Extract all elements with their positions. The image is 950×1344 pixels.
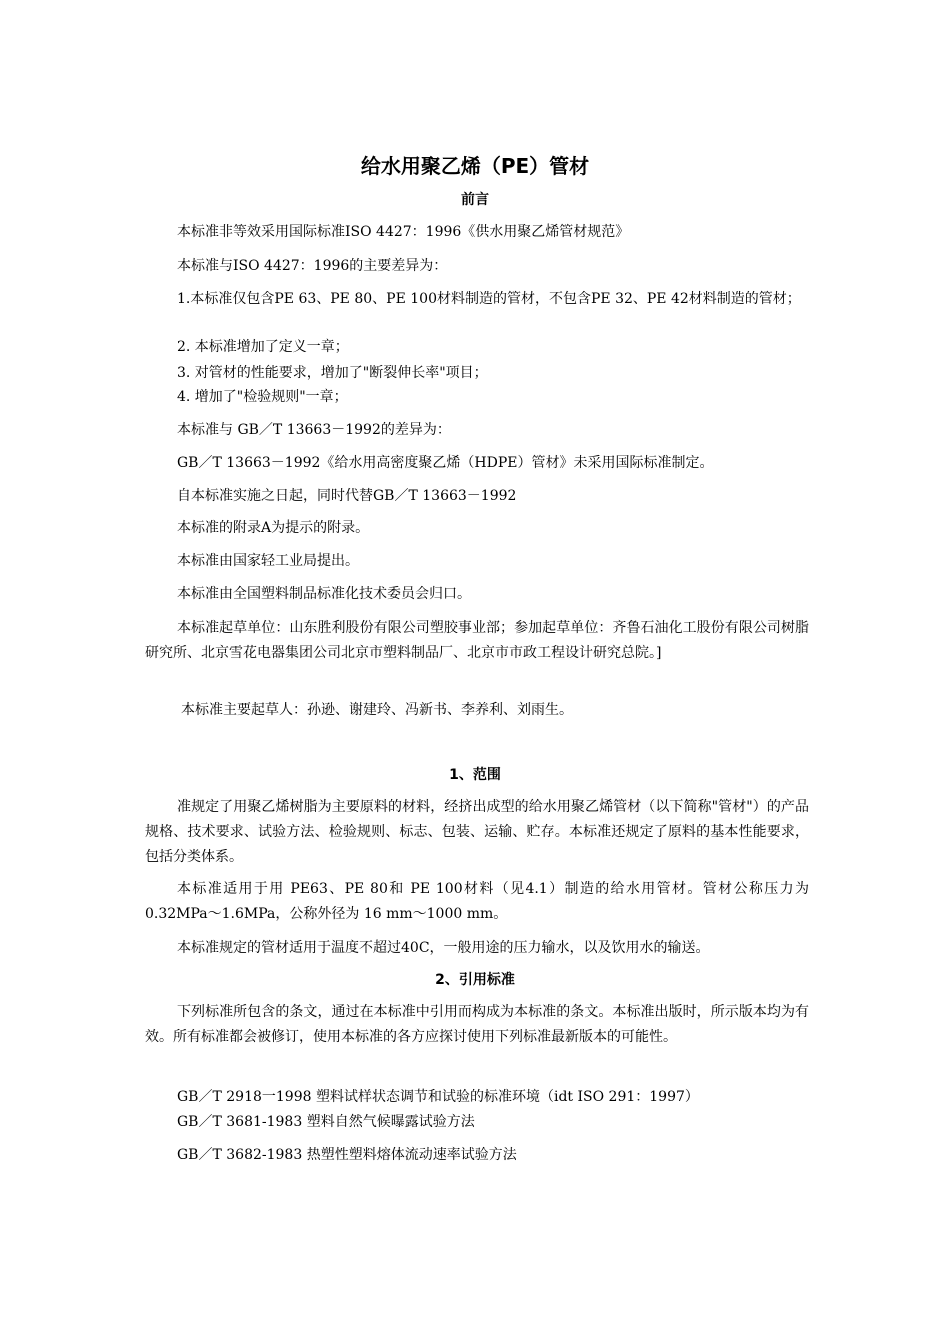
section-1-paragraph-3: 本标准规定的管材适用于温度不超过40C，一般用途的压力输水，以及饮用水的输送。 — [177, 940, 710, 956]
difference-item-1: 1.本标准仅包含PE 63、PE 80、PE 100材料制造的管材，不包含PE 32、PE 42材料制造的管材； — [177, 291, 801, 307]
foreword-paragraph-10: 本标准主要起草人：孙逊、谢建玲、冯新书、李养利、刘雨生。 — [181, 702, 573, 718]
foreword-heading: 前言 — [461, 192, 489, 208]
difference-item-4: 4. 增加了"检验规则"一章； — [177, 389, 348, 405]
foreword-paragraph-3: 本标准与 GB／T 13663－1992的差异为： — [177, 422, 451, 438]
foreword-paragraph-8: 本标准由全国塑料制品标准化技术委员会归口。 — [177, 586, 471, 602]
document-title: 给水用聚乙烯（PE）管材 — [360, 154, 590, 178]
difference-item-2: 2. 本标准增加了定义一章； — [177, 339, 349, 355]
foreword-paragraph-5: 自本标准实施之日起，同时代替GB／T 13663－1992 — [177, 488, 517, 504]
foreword-paragraph-9: 本标准起草单位：山东胜利股份有限公司塑胶事业部；参加起草单位：齐鲁石油化工股份有限公司树脂研究所、北京雪花电器集团公司北京市塑料制品厂、北京市市政工程设计研究总院。] — [145, 620, 809, 661]
foreword-paragraph-2: 本标准与ISO 4427：1996的主要差异为： — [177, 258, 448, 274]
section-2-paragraph-1: 下列标准所包含的条文，通过在本标准中引用而构成为本标准的条文。本标准出版时，所示版本均为有效。所有标准都会被修订，使用本标准的各方应探讨使用下列标准最新版本的可能性。 — [145, 1004, 809, 1045]
foreword-paragraph-7: 本标准由国家轻工业局提出。 — [177, 553, 359, 569]
section-2-heading: 2、引用标准 — [435, 972, 515, 988]
reference-gb-2918: GB／T 2918一1998 塑料试样状态调节和试验的标准环境（idt ISO 291：1997） — [177, 1089, 699, 1105]
reference-gb-3682: GB／T 3682-1983 热塑性塑料熔体流动速率试验方法 — [177, 1147, 517, 1163]
section-1-paragraph-1: 准规定了用聚乙烯树脂为主要原料的材料，经挤出成型的给水用聚乙烯管材（以下简称"管材"）的产品规格、技术要求、试验方法、检验规则、标志、包装、运输、贮存。本标准还规定了原料的基本性能要求，包括分类体系。 — [145, 799, 809, 865]
foreword-paragraph-6: 本标准的附录A为提示的附录。 — [177, 520, 370, 536]
difference-item-3: 3. 对管材的性能要求，增加了"断裂伸长率"项目； — [177, 365, 488, 381]
foreword-paragraph-1: 本标准非等效采用国际标准ISO 4427：1996《供水用聚乙烯管材规范》 — [177, 224, 630, 240]
foreword-paragraph-4: GB／T 13663－1992《给水用高密度聚乙烯（HDPE）管材》未采用国际标准制定。 — [177, 455, 714, 471]
reference-gb-3681: GB／T 3681-1983 塑料自然气候曝露试验方法 — [177, 1114, 475, 1130]
section-1-heading: 1、范围 — [449, 767, 501, 783]
section-1-paragraph-2: 本标准适用于用 PE63、PE 80和 PE 100材料（见4.1）制造的给水用管材。管材公称压力为0.32MPa～1.6MPa，公称外径为 16 mm～1000 mm。 — [145, 881, 809, 922]
